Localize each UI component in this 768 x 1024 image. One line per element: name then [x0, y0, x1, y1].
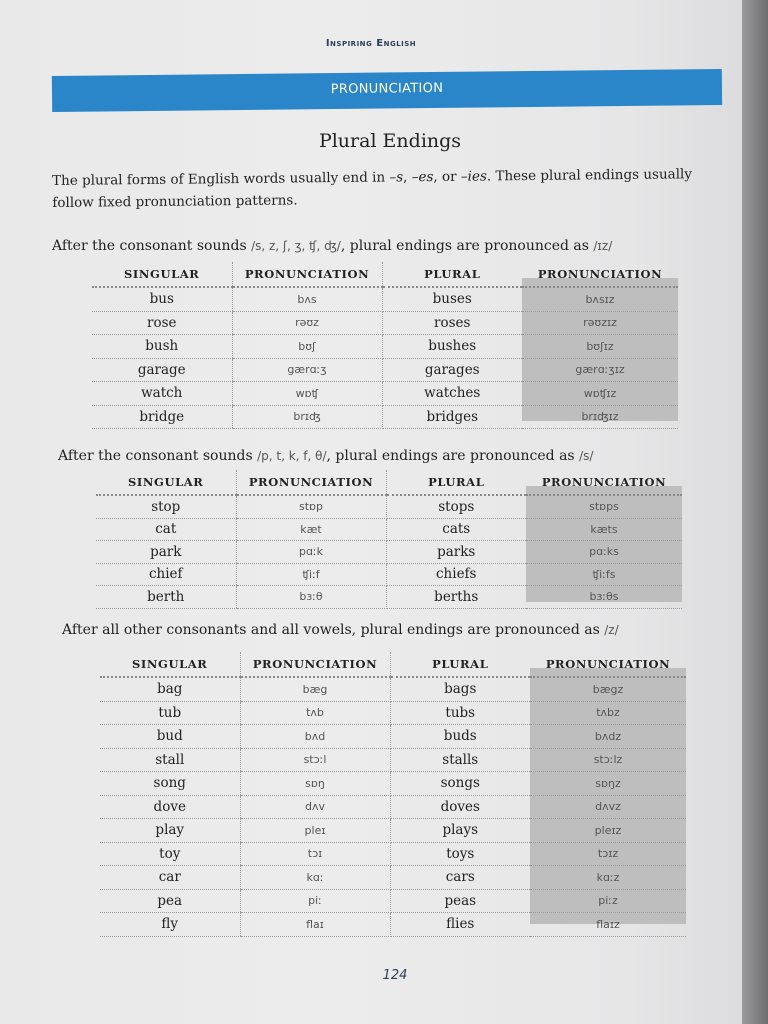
singular-cell: stop	[96, 495, 236, 518]
singular-cell: tub	[100, 701, 240, 725]
plural-pronunciation-cell: bægz	[530, 677, 686, 701]
heading-sounds: /p, t, k, f, θ/	[257, 449, 327, 463]
singular-pronunciation-cell: pɑːk	[236, 541, 386, 564]
plural-cell: cars	[390, 866, 530, 890]
column-header: PLURAL	[386, 470, 526, 495]
pronunciation-table	[92, 262, 678, 429]
singular-cell: rose	[92, 311, 232, 335]
plural-cell: buds	[390, 725, 530, 749]
plural-cell: stalls	[390, 748, 530, 772]
section-heading	[62, 622, 619, 638]
table-row	[96, 541, 682, 564]
intro-suffix-s: –s	[389, 169, 404, 186]
singular-cell: stall	[100, 748, 240, 772]
column-header: PRONUNCIATION	[236, 470, 386, 495]
plural-pronunciation-cell: wɒʧɪz	[522, 382, 678, 406]
singular-pronunciation-cell: stɔːl	[240, 748, 390, 772]
column-header: SINGULAR	[96, 470, 236, 495]
heading-ending: /z/	[604, 623, 619, 637]
plural-pronunciation-cell: sɒŋz	[530, 772, 686, 796]
table-row	[100, 819, 686, 843]
singular-cell: bag	[100, 677, 240, 701]
table-row	[100, 842, 686, 866]
table-row	[92, 382, 678, 406]
page-title: Plural Endings	[318, 130, 462, 152]
singular-pronunciation-cell: kæt	[236, 518, 386, 541]
page-number: 124	[382, 968, 408, 983]
heading-text: , plural endings are pronounced as	[340, 238, 594, 254]
table-row	[100, 725, 686, 749]
heading-ending: /s/	[579, 449, 594, 463]
table-row	[92, 287, 678, 311]
plural-pronunciation-cell: tɔɪz	[530, 842, 686, 866]
intro-text: ,	[403, 169, 412, 186]
column-header: PRONUNCIATION	[240, 652, 390, 677]
heading-sounds: /s, z, ʃ, ʒ, ʧ, ʤ/	[251, 239, 341, 253]
singular-cell: song	[100, 772, 240, 796]
singular-cell: park	[96, 541, 236, 564]
singular-pronunciation-cell: sɒŋ	[240, 772, 390, 796]
plural-cell: bags	[390, 677, 530, 701]
singular-pronunciation-cell: tʌb	[240, 701, 390, 725]
plural-pronunciation-cell: kɑːz	[530, 866, 686, 890]
singular-cell: toy	[100, 842, 240, 866]
heading-text: After all other consonants and all vowels, plural endings are pronounced as	[62, 622, 605, 638]
section-heading	[58, 448, 593, 464]
column-header: PRONUNCIATION	[232, 262, 382, 287]
plural-pronunciation-cell: bʌdz	[530, 725, 686, 749]
pronunciation-table	[96, 470, 682, 609]
table-header-row	[96, 470, 682, 495]
plural-cell: berths	[386, 586, 526, 609]
plural-cell: chiefs	[386, 563, 526, 586]
intro-paragraph	[52, 163, 732, 214]
singular-pronunciation-cell: bʊʃ	[232, 335, 382, 359]
table-row	[96, 495, 682, 518]
singular-cell: garage	[92, 358, 232, 382]
plural-pronunciation-cell: kæts	[526, 518, 682, 541]
intro-text: , or	[433, 168, 461, 186]
table-row	[100, 866, 686, 890]
plural-cell: doves	[390, 795, 530, 819]
table-row	[100, 748, 686, 772]
plural-pronunciation-cell: brɪʤɪz	[522, 405, 678, 429]
plural-cell: plays	[390, 819, 530, 843]
singular-cell: berth	[96, 586, 236, 609]
singular-pronunciation-cell: stɒp	[236, 495, 386, 518]
plural-pronunciation-cell: bʊʃɪz	[522, 335, 678, 359]
plural-cell: roses	[382, 311, 522, 335]
plural-cell: toys	[390, 842, 530, 866]
heading-text: After the consonant sounds	[52, 238, 252, 254]
singular-cell: bush	[92, 335, 232, 359]
singular-pronunciation-cell: pleɪ	[240, 819, 390, 843]
singular-pronunciation-cell: bʌs	[232, 287, 382, 311]
plural-cell: garages	[382, 358, 522, 382]
table-header-row	[100, 652, 686, 677]
plural-cell: cats	[386, 518, 526, 541]
plural-pronunciation-cell: ʧiːfs	[526, 563, 682, 586]
plural-pronunciation-cell: flaɪz	[530, 913, 686, 937]
singular-pronunciation-cell: bæg	[240, 677, 390, 701]
running-header: Inspiring English	[325, 38, 417, 49]
column-header: PRONUNCIATION	[522, 262, 678, 287]
heading-text: , plural endings are pronounced as	[326, 448, 580, 464]
table-row	[96, 586, 682, 609]
table-row	[92, 405, 678, 429]
singular-pronunciation-cell: kɑː	[240, 866, 390, 890]
column-header: PRONUNCIATION	[526, 470, 682, 495]
plural-cell: stops	[386, 495, 526, 518]
singular-pronunciation-cell: brɪʤ	[232, 405, 382, 429]
book-edge	[742, 0, 768, 1024]
column-header: PLURAL	[390, 652, 530, 677]
plural-cell: flies	[390, 913, 530, 937]
plural-cell: tubs	[390, 701, 530, 725]
singular-cell: cat	[96, 518, 236, 541]
intro-text: . These plural endings usually follow fixed pronunciation patterns.	[52, 166, 693, 211]
singular-cell: car	[100, 866, 240, 890]
singular-cell: bridge	[92, 405, 232, 429]
banner-label: PRONUNCIATION	[330, 80, 444, 98]
singular-pronunciation-cell: ʧiːf	[236, 563, 386, 586]
plural-pronunciation-cell: pleɪz	[530, 819, 686, 843]
singular-cell: dove	[100, 795, 240, 819]
table-row	[92, 358, 678, 382]
singular-cell: bud	[100, 725, 240, 749]
table-row	[100, 889, 686, 913]
intro-suffix-ies: –ies	[460, 168, 487, 185]
table-row	[100, 795, 686, 819]
singular-pronunciation-cell: gærɑːʒ	[232, 358, 382, 382]
singular-cell: chief	[96, 563, 236, 586]
column-header: PRONUNCIATION	[530, 652, 686, 677]
intro-suffix-es: –es	[411, 169, 434, 186]
table-row	[92, 311, 678, 335]
table-row	[100, 701, 686, 725]
singular-pronunciation-cell: tɔɪ	[240, 842, 390, 866]
plural-cell: peas	[390, 889, 530, 913]
table-row	[92, 335, 678, 359]
singular-cell: fly	[100, 913, 240, 937]
plural-pronunciation-cell: gærɑːʒɪz	[522, 358, 678, 382]
plural-pronunciation-cell: tʌbz	[530, 701, 686, 725]
singular-pronunciation-cell: bɜːθ	[236, 586, 386, 609]
plural-pronunciation-cell: stɒps	[526, 495, 682, 518]
column-header: SINGULAR	[92, 262, 232, 287]
singular-pronunciation-cell: rəʊz	[232, 311, 382, 335]
singular-pronunciation-cell: dʌv	[240, 795, 390, 819]
plural-pronunciation-cell: pɑːks	[526, 541, 682, 564]
plural-pronunciation-cell: rəʊzɪz	[522, 311, 678, 335]
table-row	[100, 677, 686, 701]
heading-text: After the consonant sounds	[58, 448, 258, 464]
plural-cell: watches	[382, 382, 522, 406]
singular-pronunciation-cell: bʌd	[240, 725, 390, 749]
column-header: SINGULAR	[100, 652, 240, 677]
singular-cell: bus	[92, 287, 232, 311]
table-row	[100, 772, 686, 796]
plural-cell: songs	[390, 772, 530, 796]
plural-pronunciation-cell: dʌvz	[530, 795, 686, 819]
plural-cell: bridges	[382, 405, 522, 429]
column-header: PLURAL	[382, 262, 522, 287]
plural-cell: parks	[386, 541, 526, 564]
pronunciation-table	[100, 652, 686, 937]
singular-cell: watch	[92, 382, 232, 406]
heading-ending: /ɪz/	[593, 239, 613, 253]
plural-pronunciation-cell: stɔːlz	[530, 748, 686, 772]
table-row	[96, 518, 682, 541]
singular-pronunciation-cell: wɒʧ	[232, 382, 382, 406]
plural-cell: buses	[382, 287, 522, 311]
section-heading	[52, 238, 612, 254]
singular-pronunciation-cell: flaɪ	[240, 913, 390, 937]
plural-pronunciation-cell: bɜːθs	[526, 586, 682, 609]
singular-cell: pea	[100, 889, 240, 913]
plural-pronunciation-cell: bʌsɪz	[522, 287, 678, 311]
plural-pronunciation-cell: piːz	[530, 889, 686, 913]
section-banner	[52, 69, 722, 112]
table-header-row	[92, 262, 678, 287]
singular-pronunciation-cell: piː	[240, 889, 390, 913]
plural-cell: bushes	[382, 335, 522, 359]
table-row	[100, 913, 686, 937]
singular-cell: play	[100, 819, 240, 843]
intro-text: The plural forms of English words usually end in	[52, 169, 390, 189]
table-row	[96, 563, 682, 586]
